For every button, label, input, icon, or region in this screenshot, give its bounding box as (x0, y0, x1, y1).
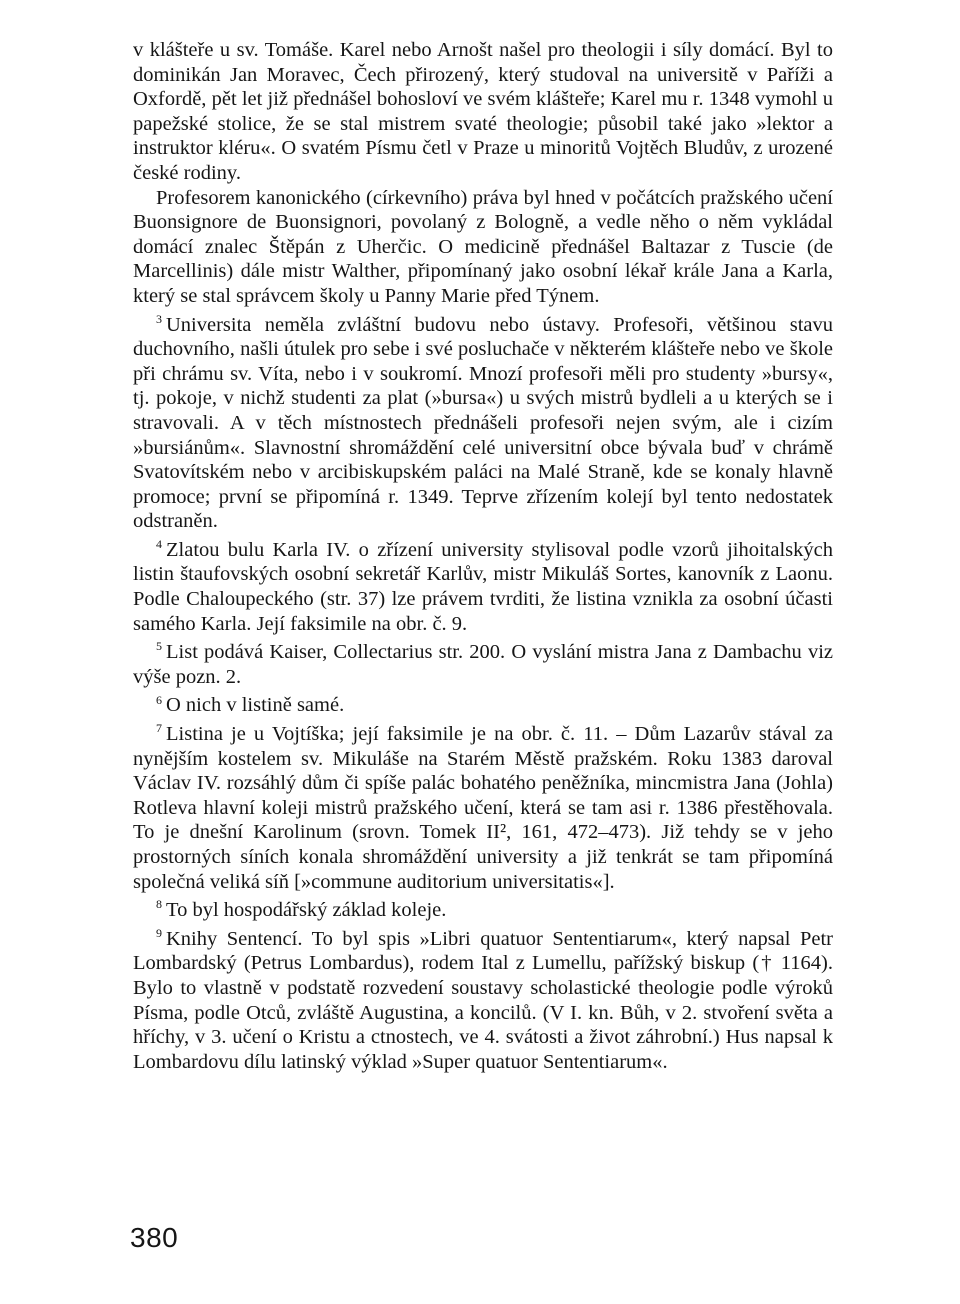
footnote-text: Universita neměla zvláštní budovu nebo ústavy. Profesoři, většinou stavu duchovního, našli útulek pro sebe i své posluchače v některém klášteře nebo ve škole při chrámu sv. Víta, nebo i v soukromí. Mnozí profesoři měli pro studenty »bursy«, tj. pokoje, v nichž studenti za plat (»bursa«) u svých mistrů bydleli a u kterých se i stravovali. A v těch místnostech přednášeli profesoři nejen svým, ale i cizím »bursiánům«. Slavnostní shromáždění celé universitní obce bývala buď v chrámě Svatovítském nebo v arcibiskupském paláci na Malé Straně, kde se konaly hlavně promoce; první se připomíná r. 1349. Teprve zřízením kolejí byl tento nedostatek odstraněn. (133, 313, 833, 533)
footnote-text: Listina je u Vojtíška; její faksimile je na obr. č. 11. – Dům Lazarův stával za nynějším kostelem sv. Mikuláše na Starém Městě pražském. Roku 1383 daroval Václav IV. rozsáhlý dům či spíše palác bohatého peněžníka, mincmistra Jana (Johla) Rotleva hlavní koleji mistrů pražského učení, která se tam asi r. 1386 přestěhovala. To je dnešní Karolinum (srovn. Tomek II², 161, 472–473). Již tehdy se v jeho prostorných síních konala shromáždění university a již tenkrát se tam připomíná společná veliká síň [»commune auditorium universitatis«]. (133, 723, 833, 893)
footnote-text: Knihy Sentencí. To byl spis »Libri quatuor Sententiarum«, který napsal Petr Lombardský (Petrus Lombardus), rodem Ital z Lumellu, pařížský biskup († 1164). Bylo to vlastně v podstatě rozvedení soustavy scholastické theologie podle výroků Písma, podle Otců, zvláště Augustina, a koncilů. (V I. kn. Bůh, v 2. stvoření světa a hříchy, v 3. učení o Kristu a ctnostech, ve 4. svátosti a život záhrobní.) Hus napsal k Lombardovu dílu latinský výklad »Super quatuor Sententiarum«. (133, 927, 833, 1073)
footnote-6 (133, 693, 833, 718)
footnote-text: List podává Kaiser, Collectarius str. 200. O vyslání mistra Jana z Dambachu viz výše pozn. 2. (133, 641, 833, 688)
footnote-8 (133, 898, 833, 923)
footnote-text: To byl hospodářský základ koleje. (166, 899, 447, 922)
footnote-5 (133, 640, 833, 689)
footnote-marker: 5 (156, 639, 162, 654)
footnote-text: O nich v listině samé. (166, 694, 345, 717)
paragraph-professors: Profesorem kanonického (církevního) práva byl hned v počátcích pražského učení Buonsignore de Buonsignori, povolaný z Bologně, a vedle něho o něm vykládal domácí znalec Štěpán z Uherčic. O medicině přednášel Baltazar z Tuscie (de Marcellinis) dále mistr Walther, připomínaný jako osobní lékař krále Jana a Karla, který se stal správcem školy u Panny Marie před Týnem. (133, 186, 833, 307)
footnote-marker: 7 (156, 721, 162, 736)
footnote-3 (133, 313, 833, 534)
footnote-marker: 6 (156, 692, 162, 707)
page-body (133, 38, 833, 1074)
page-number: 380 (130, 1222, 179, 1253)
footnote-7 (133, 722, 833, 894)
footnote-4 (133, 538, 833, 636)
footnote-marker: 8 (156, 897, 162, 912)
footnote-text: Zlatou bulu Karla IV. o zřízení university stylisoval podle vzorů jihoitalských listin štaufovských osobní sekretář Karlův, mistr Mikuláš Sortes, kanovník z Laonu. Podle Chaloupeckého (str. 37) lze právem tvrditi, že listina vznikla za osobní účasti samého Karla. Její faksimile na obr. č. 9. (133, 538, 833, 635)
footnote-marker: 3 (156, 311, 162, 326)
footnote-marker: 9 (156, 925, 162, 940)
paragraph-continuation: v klášteře u sv. Tomáše. Karel nebo Arnošt našel pro theologii i síly domácí. Byl to dominikán Jan Moravec, Čech přirozený, který studoval na universitě v Paříži a Oxfordě, pět let již přednášel bohosloví ve svém klášteře; Karel mu r. 1348 vymohl u papežské stolice, že se stal mistrem svaté theologie; působil také jako »lektor a instruktor kléru«. O svatém Písmu četl v Praze u minoritů Vojtěch Bludův, z urozené české rodiny. (133, 39, 833, 184)
footnote-9 (133, 927, 833, 1075)
footnote-marker: 4 (156, 537, 162, 552)
